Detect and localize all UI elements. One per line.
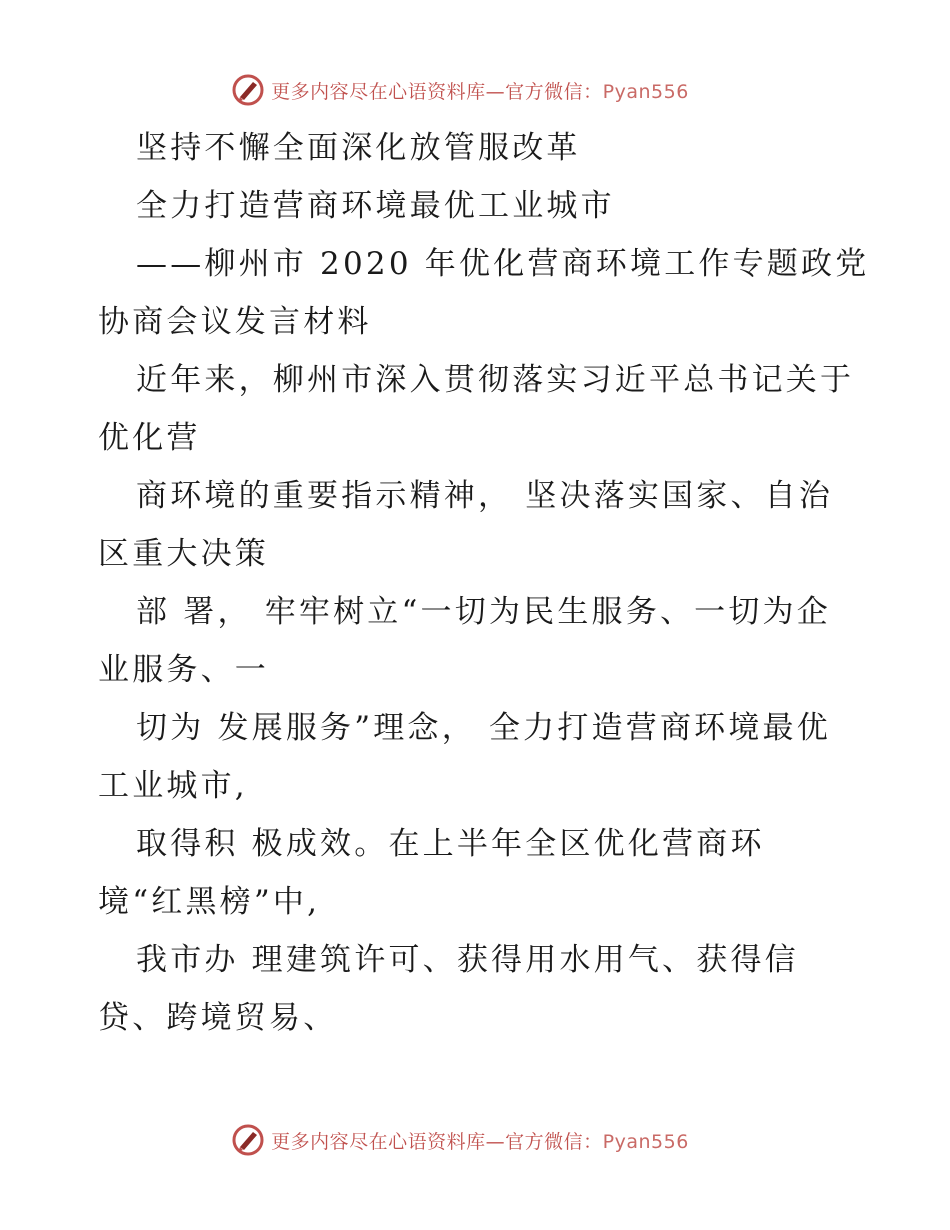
watermark-label: 更多内容尽在心语资料库—官方微信： [271, 1130, 603, 1153]
pen-logo-icon [231, 1123, 265, 1157]
watermark-group [231, 1123, 689, 1157]
doc-paragraph-line: 业服务、一 [98, 652, 269, 688]
watermark-text [271, 77, 689, 104]
watermark-group [231, 73, 689, 107]
doc-paragraph-line: 切为 发展服务”理念， 全力打造营商环境最优 [136, 710, 831, 746]
doc-subtitle-line-2: 协商会议发言材料 [98, 304, 372, 340]
doc-paragraph-line: 近年来，柳州市深入贯彻落实习近平总书记关于 [136, 362, 855, 398]
pen-logo-icon [231, 73, 265, 107]
watermark-wechat-id: Pyan556 [602, 80, 689, 103]
header-watermark [0, 68, 950, 112]
doc-paragraph-line: 部 署， 牢牢树立“一切为民生服务、一切为企 [136, 594, 831, 630]
doc-paragraph-line: 取得积 极成效。在上半年全区优化营商环 [136, 826, 765, 862]
footer-watermark [0, 1118, 950, 1162]
doc-paragraph-line: 工业城市, [98, 768, 248, 804]
doc-paragraph-line: 商环境的重要指示精神， 坚决落实国家、自治 [136, 478, 834, 514]
doc-paragraph-line: 境“红黑榜”中, [98, 884, 321, 920]
doc-title-line-1: 坚持不懈全面深化放管服改革 [136, 130, 581, 166]
watermark-text [271, 1127, 689, 1154]
doc-title-line-2: 全力打造营商环境最优工业城市 [136, 188, 615, 224]
doc-paragraph-line: 贷、跨境贸易、 [98, 1000, 338, 1036]
doc-paragraph-line: 我市办 理建筑许可、获得用水用气、获得信 [136, 942, 799, 978]
doc-subtitle-line-1: ——柳州市 2020 年优化营商环境工作专题政党 [136, 246, 870, 282]
watermark-wechat-id: Pyan556 [602, 1130, 689, 1153]
doc-paragraph-line: 区重大决策 [98, 536, 269, 572]
watermark-label: 更多内容尽在心语资料库—官方微信： [271, 80, 603, 103]
doc-paragraph-line: 优化营 [98, 420, 201, 456]
